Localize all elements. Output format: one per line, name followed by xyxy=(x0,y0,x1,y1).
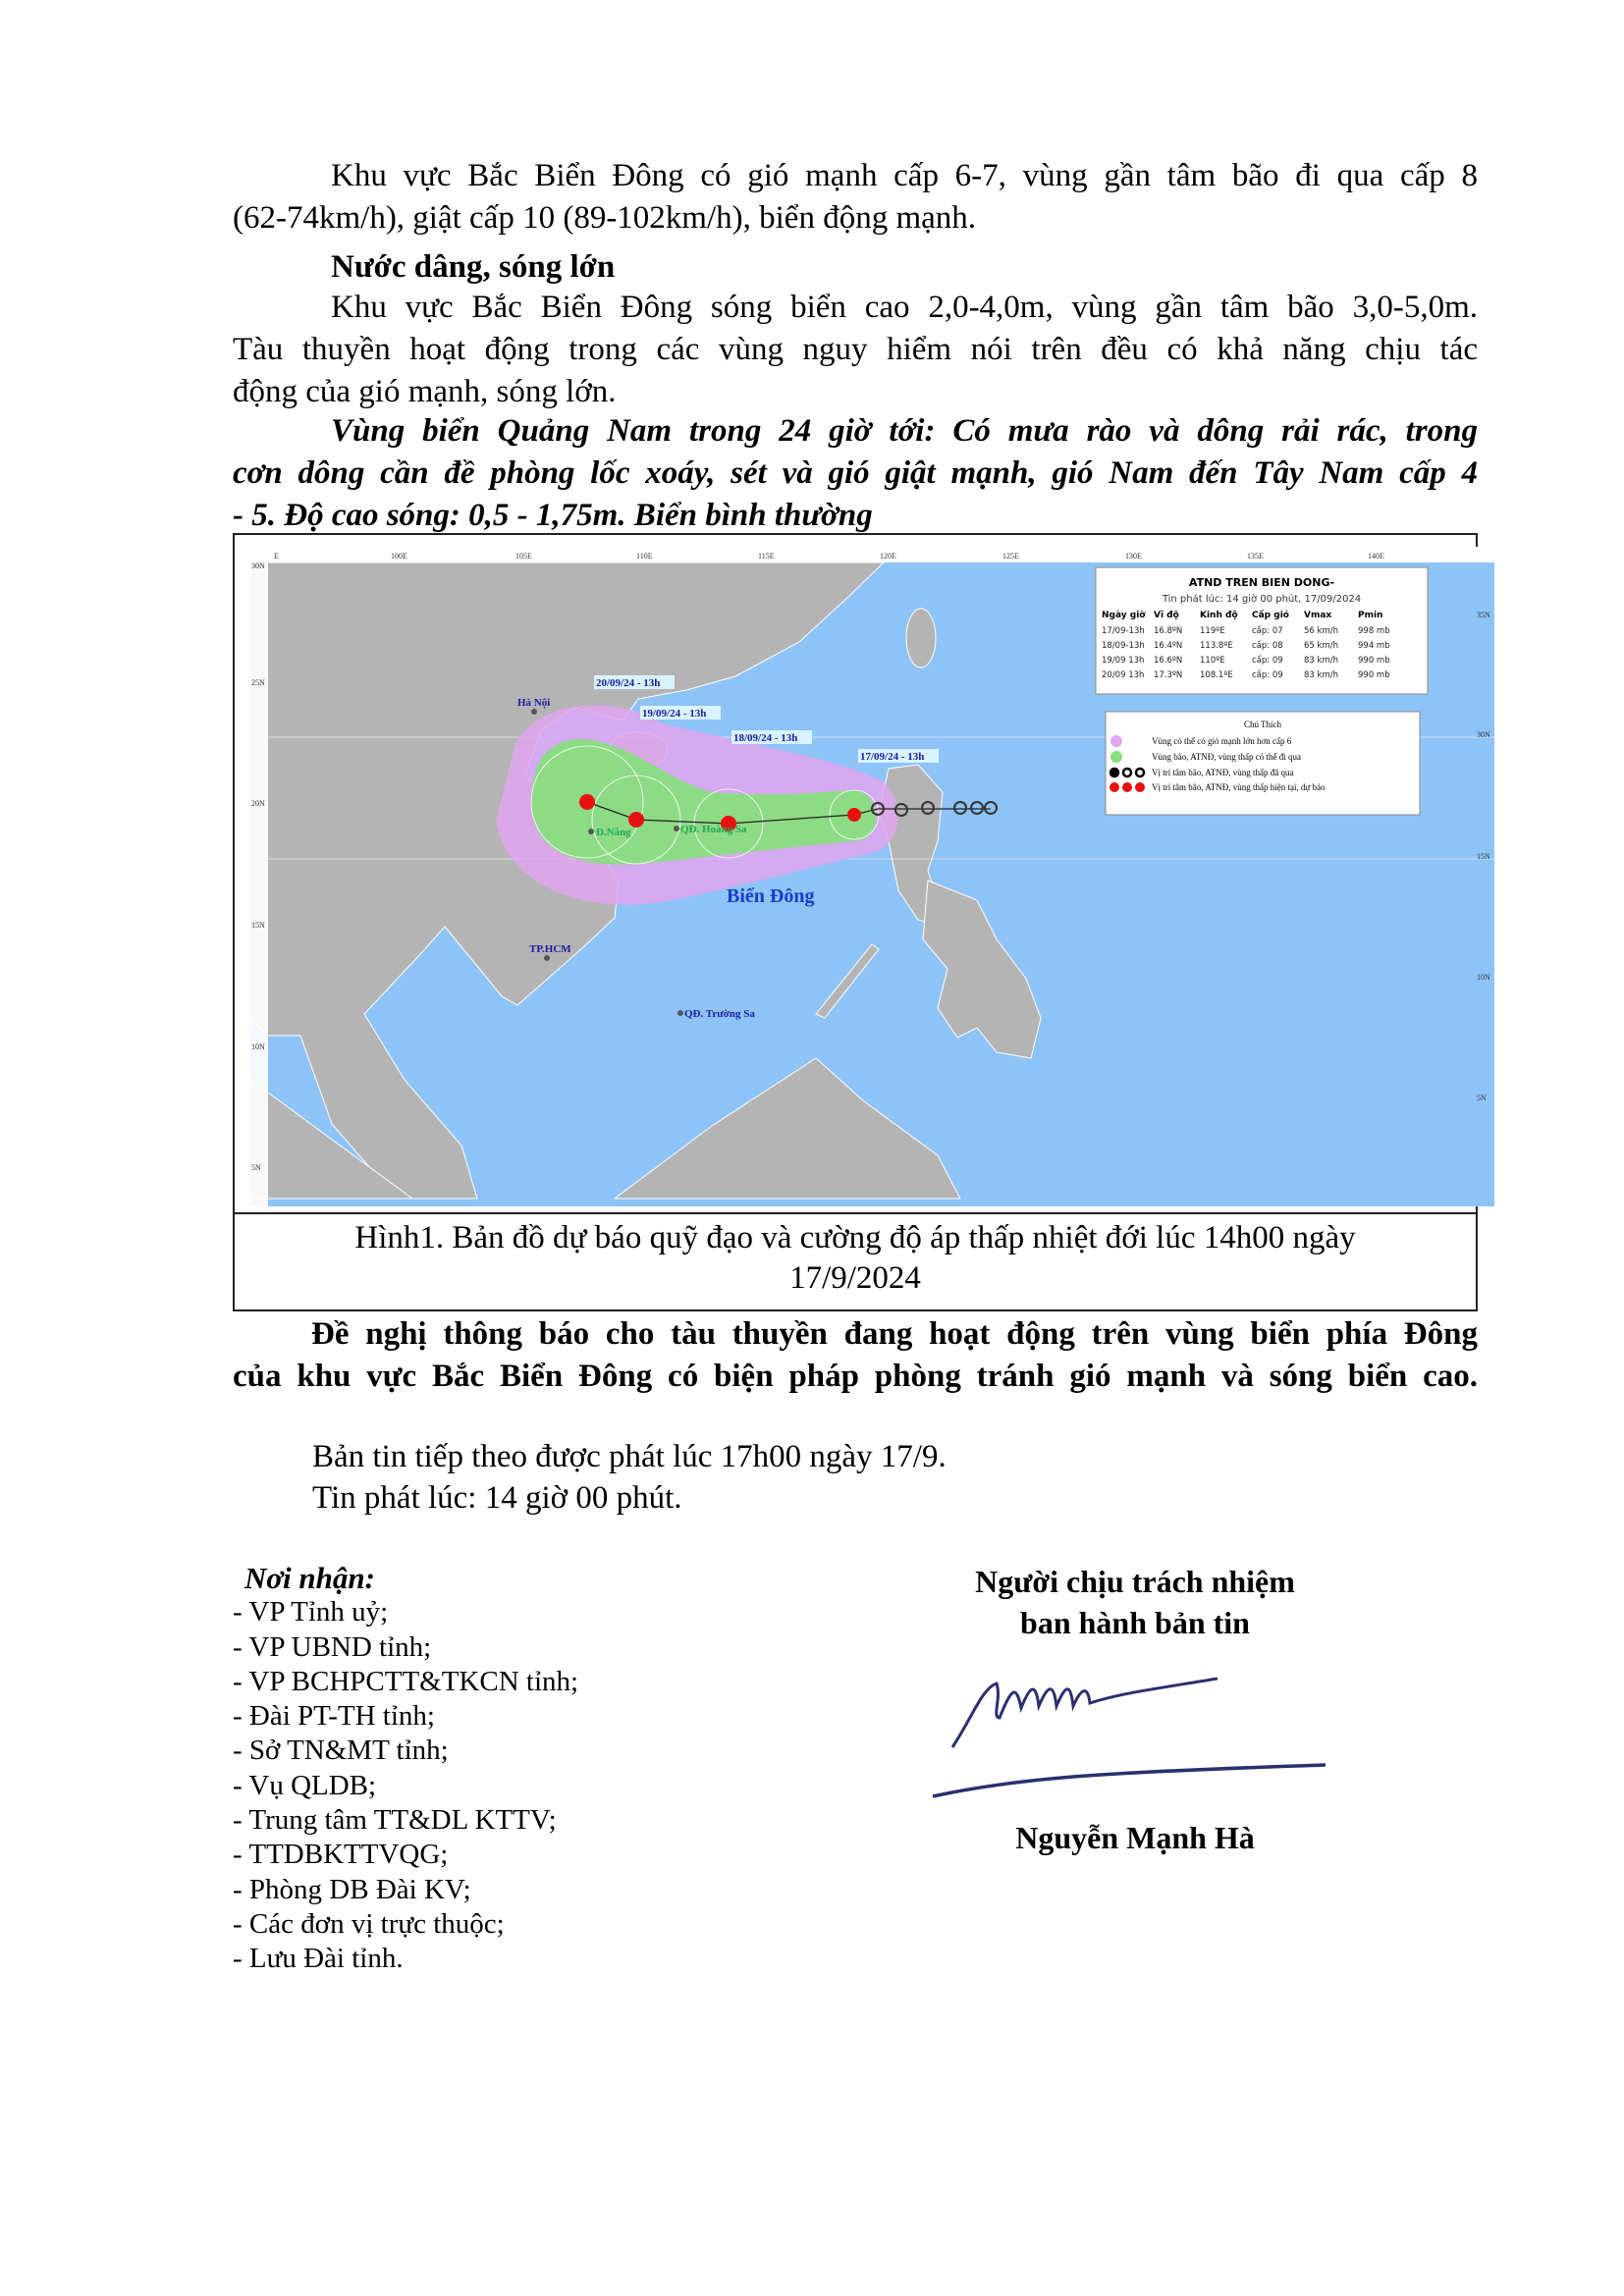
storm-icon xyxy=(628,812,644,828)
table-cell: cấp: 09 xyxy=(1252,656,1283,666)
recipient-item: - VP UBND tỉnh; xyxy=(233,1630,432,1663)
table-cell: 17/09-13h xyxy=(1102,626,1145,636)
table-cell: 19/09 13h xyxy=(1102,656,1145,666)
lat-tick-label: 20N xyxy=(251,799,265,808)
text-line: động của gió mạnh, sóng lớn. xyxy=(233,374,617,409)
lat-tick-label: 15N xyxy=(251,921,265,930)
lat-tick-label: 5N xyxy=(1477,1094,1487,1102)
recipient-item: - Các đơn vị trực thuộc; xyxy=(233,1907,505,1940)
table-cell: 16.6ºN xyxy=(1154,656,1183,666)
table-cell: cấp: 07 xyxy=(1252,626,1283,636)
recipients-title: Nơi nhận: xyxy=(244,1561,375,1595)
lon-tick-label: 120E xyxy=(880,552,896,561)
place-hoangsa: QĐ. Hoàng Sa xyxy=(680,824,747,835)
table-cell: 56 km/h xyxy=(1304,626,1338,636)
track-label: 18/09/24 - 13h xyxy=(733,732,798,744)
track-label: 20/09/24 - 13h xyxy=(596,677,661,689)
text-line: (62-74km/h), giật cấp 10 (89-102km/h), biển động mạnh. xyxy=(233,200,977,236)
lon-tick-label: 115E xyxy=(758,552,775,561)
legend-item: Vị trí tâm bão, ATNĐ, vùng thấp hiện tại, dự báo xyxy=(1152,782,1326,792)
paragraph-wind xyxy=(233,155,1478,240)
signature xyxy=(923,1649,1335,1806)
recipient-item: - Vụ QLDB; xyxy=(233,1769,377,1801)
recipient-item: - VP Tỉnh uỷ; xyxy=(233,1596,389,1629)
text-line: Khu vực Bắc Biển Đông sóng biển cao 2,0-4,0m, vùng gần tâm bão 3,0-5,0m. xyxy=(331,290,1478,325)
text-line: cơn dông cần đề phòng lốc xoáy, sét và gió giật mạnh, gió Nam đến Tây Nam cấp 4 xyxy=(233,455,1478,491)
legend-title: Chú Thích xyxy=(1243,720,1282,729)
text-line: của khu vực Bắc Biển Đông có biện pháp phòng tránh gió mạnh và sóng biển cao. xyxy=(233,1359,1478,1394)
legend-item: Vùng có thể có gió mạnh lớn hơn cấp 6 xyxy=(1152,736,1292,746)
recipient-item: - Lưu Đài tỉnh. xyxy=(233,1943,404,1975)
table-cell: 998 mb xyxy=(1358,626,1390,636)
storm-icon xyxy=(847,808,861,822)
lat-tick-label: 30N xyxy=(251,561,265,570)
text-line: Đề nghị thông báo cho tàu thuyền đang hoạt động trên vùng biển phía Đông xyxy=(311,1316,1478,1352)
table-cell: 65 km/h xyxy=(1304,641,1338,651)
place-danang: Đ.Nẵng xyxy=(596,827,631,838)
figure-caption xyxy=(235,1212,1476,1299)
track-label: 19/09/24 - 13h xyxy=(642,708,707,720)
table-cell: 119ºE xyxy=(1200,626,1225,636)
table-cell: 18/09-13h xyxy=(1102,641,1145,651)
table-cell: 83 km/h xyxy=(1304,656,1338,666)
wind-zone-swatch xyxy=(1110,735,1122,747)
table-cell: 16.4ºN xyxy=(1154,641,1183,651)
lat-axis xyxy=(250,547,268,1206)
lon-tick-label: 125E xyxy=(1002,552,1019,561)
track-label: 17/09/24 - 13h xyxy=(860,751,925,763)
table-cell: 83 km/h xyxy=(1304,670,1338,680)
recipient-item: - Phòng DB Đài KV; xyxy=(233,1873,471,1905)
recipient-item: - Sở TN&MT tỉnh; xyxy=(233,1735,449,1767)
text-line: Khu vực Bắc Biển Đông có gió mạnh cấp 6-7, vùng gần tâm bão đi qua cấp 8 xyxy=(331,158,1478,193)
table-issued: Tin phát lúc: 14 giờ 00 phút, 17/09/2024 xyxy=(1162,594,1362,605)
lon-tick-label: 135E xyxy=(1247,552,1264,561)
table-header: Ngày giờ xyxy=(1102,611,1146,620)
sea-label: Biển Đông xyxy=(727,885,815,907)
table-header: Pmin xyxy=(1358,611,1383,620)
map-legend xyxy=(1106,712,1420,815)
recipient-item: - Đài PT-TH tỉnh; xyxy=(233,1700,435,1733)
recipient-item: - TTDBKTTVQG; xyxy=(233,1839,449,1871)
lat-tick-label: 15N xyxy=(1477,852,1490,861)
recipients xyxy=(233,1561,578,1977)
storm-forecast-map xyxy=(250,547,1494,1206)
text-line: Tàu thuyền hoạt động trong các vùng nguy hiểm nói trên đều có khả năng chịu tác xyxy=(233,332,1478,367)
recipient-item: - Trung tâm TT&DL KTTV; xyxy=(233,1804,557,1837)
lat-tick-label: 10N xyxy=(1477,973,1490,982)
lon-tick-label: 140E xyxy=(1368,552,1384,561)
table-cell: 16.8ºN xyxy=(1154,626,1183,636)
storm-info-table xyxy=(1096,567,1428,694)
table-header: Cấp gió xyxy=(1252,611,1289,620)
table-cell: 990 mb xyxy=(1358,656,1390,666)
lon-tick-label: 110E xyxy=(636,552,653,561)
caption-line: 17/9/2024 xyxy=(789,1260,921,1296)
table-cell: 17.3ºN xyxy=(1154,670,1183,680)
place-hcm: TP.HCM xyxy=(529,943,571,955)
table-header: Vmax xyxy=(1304,611,1332,620)
table-cell: 994 mb xyxy=(1358,641,1390,651)
table-header: Kinh độ xyxy=(1200,611,1238,620)
place-hanoi: Hà Nội xyxy=(517,697,551,709)
lat-tick-label: 30N xyxy=(1477,730,1490,739)
lon-tick-label: E xyxy=(274,552,279,561)
table-title: ATND TREN BIEN DONG- xyxy=(1188,576,1335,589)
table-cell: cấp: 09 xyxy=(1252,670,1283,680)
taiwan xyxy=(906,609,936,667)
table-cell: cấp: 08 xyxy=(1252,641,1283,651)
legend-item: Vùng bão, ATNĐ, vùng thấp có thể đi qua xyxy=(1152,752,1301,762)
caption-line: Hình1. Bản đồ dự báo quỹ đạo và cường độ áp thấp nhiệt đới lúc 14h00 ngày xyxy=(354,1220,1356,1255)
advice-paragraph xyxy=(233,1313,1478,1398)
paragraph-quang-nam xyxy=(233,410,1478,537)
lon-axis xyxy=(250,547,1494,562)
legend-item: Vị trí tâm bão, ATNĐ, vùng thấp đã qua xyxy=(1152,768,1294,777)
lon-tick-label: 105E xyxy=(515,552,532,561)
place-truongsa: QĐ. Trường Sa xyxy=(684,1008,755,1020)
table-cell: 113.8ºE xyxy=(1200,641,1233,651)
lat-tick-label: 25N xyxy=(251,678,265,687)
text-line: Vùng biển Quảng Nam trong 24 giờ tới: Có mưa rào và dông rải rác, trong xyxy=(331,413,1478,449)
signer-role-line: Người chịu trách nhiệm xyxy=(975,1564,1295,1599)
next-bulletin: Bản tin tiếp theo được phát lúc 17h00 ngày 17/9. xyxy=(312,1439,947,1474)
table-cell: 108.1ºE xyxy=(1200,670,1233,680)
table-cell: 990 mb xyxy=(1358,670,1390,680)
heading-waves: Nước dâng, sóng lớn xyxy=(331,249,616,285)
signer-role-line: ban hành bản tin xyxy=(1020,1605,1250,1640)
lon-tick-label: 100E xyxy=(391,552,407,561)
table-cell: 110ºE xyxy=(1200,656,1225,666)
signer-name: Nguyễn Mạnh Hà xyxy=(1015,1820,1255,1855)
signer-role xyxy=(890,1561,1380,1643)
figure-storm-map xyxy=(233,533,1490,1311)
table-header: Vĩ độ xyxy=(1154,611,1179,620)
lat-tick-label: 35N xyxy=(1477,611,1490,619)
text-line: - 5. Độ cao sóng: 0,5 - 1,75m. Biển bình thường xyxy=(233,498,873,533)
table-cell: 20/09 13h xyxy=(1102,670,1145,680)
lat-tick-label: 5N xyxy=(251,1163,261,1172)
lat-tick-label: 10N xyxy=(251,1042,265,1051)
recipient-item: - VP BCHPCTT&TKCN tỉnh; xyxy=(233,1665,579,1697)
storm-icon xyxy=(579,794,595,810)
paragraph-waves xyxy=(233,287,1478,413)
storm-zone-swatch xyxy=(1110,751,1122,763)
issued-at: Tin phát lúc: 14 giờ 00 phút. xyxy=(312,1480,682,1516)
lon-tick-label: 130E xyxy=(1125,552,1142,561)
